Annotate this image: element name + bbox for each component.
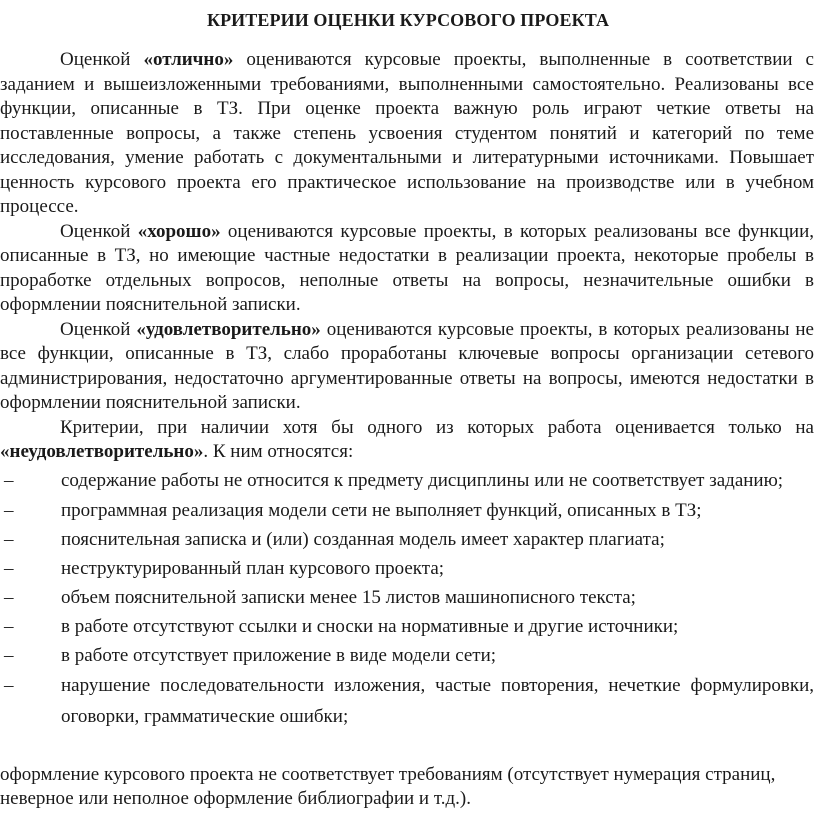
- paragraph-good-lead: Оценкой: [60, 220, 138, 242]
- list-item: [0, 641, 814, 670]
- document-title: КРИТЕРИИ ОЦЕНКИ КУРСОВОГО ПРОЕКТА: [206, 10, 610, 30]
- paragraph-good: [0, 220, 814, 318]
- paragraph-unsatisfactory-lead: Критерии, при наличии хотя бы одного из которых работа оценивается только на: [60, 416, 814, 438]
- list-item-text: программная реализация модели сети не выполняет функций, описанных в ТЗ;: [61, 499, 702, 521]
- paragraph-excellent-text: оцениваются курсовые проекты, выполненные в соответствии с заданием и вышеизложенными требованиями, выполненными самостоятельно. Реализованы все функции, описанные в ТЗ. При оценке проекта важную роль играют четкие ответы на поставленные вопросы, а также степень усвоения студентом понятий и категорий по теме исследования, умение работать с документальными и литературными источниками. Повышает ценность курсового проекта его практическое использование на производстве или в учебном процессе.: [0, 49, 814, 217]
- paragraph-satisfactory: [0, 318, 814, 416]
- paragraph-good-text: оцениваются курсовые проекты, в которых реализованы все функции, описанные в ТЗ, но имеющие частные недостатки в реализации проекта, некоторые пробелы в проработке отдельных вопросов, неполные ответы на вопросы, незначительные ошибки в оформлении пояснительной записки.: [0, 220, 814, 315]
- list-marker: –: [4, 557, 14, 579]
- grade-unsatisfactory: «неудовлетворительно»: [0, 441, 204, 462]
- paragraph-satisfactory-lead: Оценкой: [60, 318, 137, 340]
- paragraph-unsatisfactory: [0, 416, 814, 465]
- document-body: [0, 48, 814, 732]
- list-item: [0, 583, 814, 612]
- list-item-text: в работе отсутствует приложение в виде модели сети;: [61, 644, 497, 666]
- list-item-text: пояснительная записка и (или) созданная модель имеет характер плагиата;: [61, 528, 665, 550]
- list-item: [0, 525, 814, 554]
- list-item-text: содержание работы не относится к предмету дисциплины или не соответствует заданию;: [61, 469, 784, 491]
- list-item-text: объем пояснительной записки менее 15 листов машинописного текста;: [61, 586, 636, 608]
- list-marker: –: [4, 644, 14, 666]
- list-marker: –: [4, 615, 14, 637]
- list-marker: –: [4, 674, 14, 696]
- list-item: [0, 496, 814, 525]
- list-marker: –: [4, 528, 14, 550]
- paragraph-excellent: [0, 48, 814, 220]
- paragraph-satisfactory-text: оцениваются курсовые проекты, в которых реализованы не все функции, описанные в ТЗ, слабо проработаны ключевые вопросы организации сетевого администрирования, недостаточно аргументированные ответы на вопросы, имеются недостатки в оформлении пояснительной записки.: [0, 318, 814, 413]
- criteria-list: [0, 465, 814, 732]
- list-marker: –: [4, 586, 14, 608]
- list-item: [0, 554, 814, 583]
- list-marker: –: [4, 499, 14, 521]
- grade-satisfactory: «удовлетворительно»: [136, 318, 321, 340]
- list-marker: –: [4, 469, 14, 491]
- list-item: [0, 465, 814, 496]
- grade-good: «хорошо»: [137, 220, 221, 242]
- paragraph-excellent-lead: Оценкой: [60, 49, 144, 70]
- paragraph-unsatisfactory-text: . К ним относятся:: [203, 441, 354, 462]
- list-item: [0, 612, 814, 641]
- list-item-text: в работе отсутствуют ссылки и сноски на нормативные и другие источники;: [61, 615, 679, 637]
- closing-paragraph: оформление курсового проекта не соответствует требованиям (отсутствует нумерация страниц, неверное или неполное оформление библиографии и т.д.).: [0, 764, 776, 809]
- list-item-text: неструктурированный план курсового проекта;: [61, 557, 445, 579]
- list-item-text: нарушение последовательности изложения, частые повторения, нечеткие формулировки, оговорки, грамматические ошибки;: [61, 674, 814, 727]
- list-item: [0, 670, 814, 732]
- grade-excellent: «отлично»: [143, 49, 234, 70]
